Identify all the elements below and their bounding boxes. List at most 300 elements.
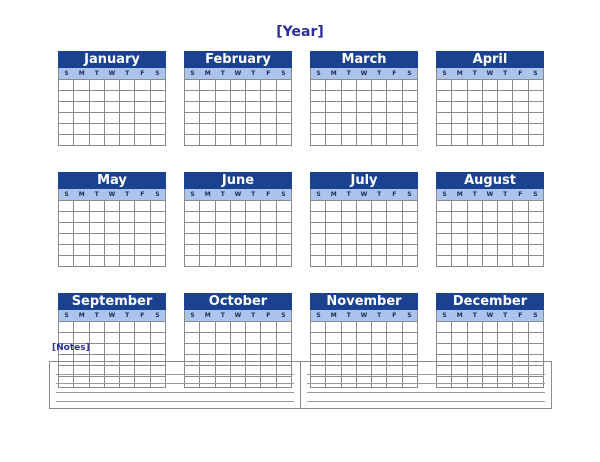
day-cell[interactable] xyxy=(216,80,231,91)
day-cell[interactable] xyxy=(246,135,261,146)
day-cell[interactable] xyxy=(483,212,498,223)
day-cell[interactable] xyxy=(326,245,341,256)
day-cell[interactable] xyxy=(513,333,528,344)
day-cell[interactable] xyxy=(529,135,544,146)
day-cell[interactable] xyxy=(231,322,246,333)
day-cell[interactable] xyxy=(403,102,418,113)
day-cell[interactable] xyxy=(151,333,166,344)
day-cell[interactable] xyxy=(135,344,150,355)
day-cell[interactable] xyxy=(468,256,483,267)
day-cell[interactable] xyxy=(200,256,215,267)
day-cell[interactable] xyxy=(120,80,135,91)
day-cell[interactable] xyxy=(135,245,150,256)
day-cell[interactable] xyxy=(261,212,276,223)
day-cell[interactable] xyxy=(105,91,120,102)
day-cell[interactable] xyxy=(513,113,528,124)
day-cell[interactable] xyxy=(231,234,246,245)
day-cell[interactable] xyxy=(513,80,528,91)
day-cell[interactable] xyxy=(151,91,166,102)
day-cell[interactable] xyxy=(403,245,418,256)
day-cell[interactable] xyxy=(311,201,326,212)
day-cell[interactable] xyxy=(151,322,166,333)
day-cell[interactable] xyxy=(498,223,513,234)
day-cell[interactable] xyxy=(105,102,120,113)
day-cell[interactable] xyxy=(498,256,513,267)
day-cell[interactable] xyxy=(151,245,166,256)
day-cell[interactable] xyxy=(513,201,528,212)
day-cell[interactable] xyxy=(200,102,215,113)
day-cell[interactable] xyxy=(483,91,498,102)
day-cell[interactable] xyxy=(216,256,231,267)
day-cell[interactable] xyxy=(151,102,166,113)
day-cell[interactable] xyxy=(529,245,544,256)
day-cell[interactable] xyxy=(246,201,261,212)
day-cell[interactable] xyxy=(311,344,326,355)
day-cell[interactable] xyxy=(246,322,261,333)
day-cell[interactable] xyxy=(231,223,246,234)
day-cell[interactable] xyxy=(437,223,452,234)
day-cell[interactable] xyxy=(372,124,387,135)
day-cell[interactable] xyxy=(326,223,341,234)
day-cell[interactable] xyxy=(246,245,261,256)
day-cell[interactable] xyxy=(326,135,341,146)
day-cell[interactable] xyxy=(74,245,89,256)
day-cell[interactable] xyxy=(185,223,200,234)
day-cell[interactable] xyxy=(437,80,452,91)
day-cell[interactable] xyxy=(437,333,452,344)
day-cell[interactable] xyxy=(513,245,528,256)
day-cell[interactable] xyxy=(59,102,74,113)
day-cell[interactable] xyxy=(261,102,276,113)
day-cell[interactable] xyxy=(74,102,89,113)
notes-column-right[interactable] xyxy=(307,366,545,404)
day-cell[interactable] xyxy=(468,102,483,113)
day-cell[interactable] xyxy=(151,223,166,234)
day-cell[interactable] xyxy=(387,223,402,234)
day-cell[interactable] xyxy=(59,201,74,212)
day-cell[interactable] xyxy=(90,113,105,124)
day-cell[interactable] xyxy=(277,91,292,102)
day-cell[interactable] xyxy=(59,124,74,135)
day-cell[interactable] xyxy=(135,80,150,91)
day-cell[interactable] xyxy=(90,223,105,234)
day-cell[interactable] xyxy=(105,344,120,355)
day-cell[interactable] xyxy=(231,80,246,91)
day-cell[interactable] xyxy=(498,333,513,344)
day-cell[interactable] xyxy=(74,113,89,124)
day-cell[interactable] xyxy=(277,245,292,256)
day-cell[interactable] xyxy=(357,135,372,146)
day-cell[interactable] xyxy=(372,113,387,124)
day-cell[interactable] xyxy=(437,256,452,267)
day-cell[interactable] xyxy=(311,102,326,113)
day-cell[interactable] xyxy=(261,322,276,333)
day-cell[interactable] xyxy=(135,322,150,333)
day-cell[interactable] xyxy=(120,234,135,245)
day-cell[interactable] xyxy=(387,135,402,146)
day-cell[interactable] xyxy=(529,234,544,245)
day-cell[interactable] xyxy=(90,344,105,355)
day-cell[interactable] xyxy=(437,212,452,223)
day-cell[interactable] xyxy=(311,113,326,124)
day-cell[interactable] xyxy=(372,256,387,267)
day-cell[interactable] xyxy=(200,322,215,333)
day-cell[interactable] xyxy=(529,333,544,344)
day-cell[interactable] xyxy=(437,91,452,102)
day-cell[interactable] xyxy=(342,245,357,256)
day-cell[interactable] xyxy=(74,223,89,234)
day-cell[interactable] xyxy=(342,113,357,124)
day-cell[interactable] xyxy=(120,212,135,223)
day-cell[interactable] xyxy=(311,80,326,91)
day-cell[interactable] xyxy=(437,322,452,333)
day-cell[interactable] xyxy=(135,91,150,102)
day-cell[interactable] xyxy=(90,256,105,267)
day-cell[interactable] xyxy=(216,135,231,146)
day-cell[interactable] xyxy=(185,124,200,135)
day-cell[interactable] xyxy=(277,344,292,355)
day-cell[interactable] xyxy=(342,234,357,245)
day-cell[interactable] xyxy=(120,333,135,344)
day-cell[interactable] xyxy=(105,234,120,245)
day-cell[interactable] xyxy=(311,212,326,223)
day-cell[interactable] xyxy=(135,135,150,146)
day-cell[interactable] xyxy=(261,135,276,146)
day-cell[interactable] xyxy=(468,322,483,333)
day-cell[interactable] xyxy=(437,113,452,124)
day-cell[interactable] xyxy=(151,256,166,267)
day-cell[interactable] xyxy=(261,80,276,91)
day-cell[interactable] xyxy=(277,223,292,234)
day-cell[interactable] xyxy=(246,102,261,113)
day-cell[interactable] xyxy=(452,212,467,223)
day-cell[interactable] xyxy=(261,91,276,102)
notes-box[interactable] xyxy=(49,361,552,409)
day-cell[interactable] xyxy=(513,256,528,267)
day-cell[interactable] xyxy=(452,91,467,102)
day-cell[interactable] xyxy=(498,344,513,355)
day-cell[interactable] xyxy=(372,135,387,146)
day-cell[interactable] xyxy=(90,102,105,113)
day-cell[interactable] xyxy=(452,124,467,135)
day-cell[interactable] xyxy=(200,80,215,91)
day-cell[interactable] xyxy=(200,113,215,124)
day-cell[interactable] xyxy=(90,91,105,102)
day-cell[interactable] xyxy=(105,113,120,124)
day-cell[interactable] xyxy=(120,256,135,267)
day-cell[interactable] xyxy=(483,322,498,333)
day-cell[interactable] xyxy=(231,245,246,256)
day-cell[interactable] xyxy=(277,124,292,135)
day-cell[interactable] xyxy=(342,212,357,223)
day-cell[interactable] xyxy=(483,223,498,234)
day-cell[interactable] xyxy=(326,234,341,245)
day-cell[interactable] xyxy=(261,344,276,355)
day-cell[interactable] xyxy=(483,344,498,355)
day-cell[interactable] xyxy=(468,91,483,102)
day-cell[interactable] xyxy=(498,245,513,256)
day-cell[interactable] xyxy=(387,80,402,91)
day-cell[interactable] xyxy=(277,135,292,146)
day-cell[interactable] xyxy=(135,256,150,267)
day-cell[interactable] xyxy=(468,135,483,146)
day-cell[interactable] xyxy=(90,135,105,146)
notes-column-left[interactable] xyxy=(56,366,294,404)
day-cell[interactable] xyxy=(342,80,357,91)
day-cell[interactable] xyxy=(403,113,418,124)
day-cell[interactable] xyxy=(277,201,292,212)
day-cell[interactable] xyxy=(342,322,357,333)
day-cell[interactable] xyxy=(403,135,418,146)
day-cell[interactable] xyxy=(105,80,120,91)
day-cell[interactable] xyxy=(357,256,372,267)
day-cell[interactable] xyxy=(135,212,150,223)
day-cell[interactable] xyxy=(483,333,498,344)
day-cell[interactable] xyxy=(357,245,372,256)
day-cell[interactable] xyxy=(90,245,105,256)
day-cell[interactable] xyxy=(513,223,528,234)
day-cell[interactable] xyxy=(311,91,326,102)
day-cell[interactable] xyxy=(326,212,341,223)
day-cell[interactable] xyxy=(452,80,467,91)
day-cell[interactable] xyxy=(246,333,261,344)
day-cell[interactable] xyxy=(529,80,544,91)
day-cell[interactable] xyxy=(105,201,120,212)
day-cell[interactable] xyxy=(311,245,326,256)
day-cell[interactable] xyxy=(261,124,276,135)
day-cell[interactable] xyxy=(326,344,341,355)
day-cell[interactable] xyxy=(277,113,292,124)
day-cell[interactable] xyxy=(200,234,215,245)
day-cell[interactable] xyxy=(277,322,292,333)
day-cell[interactable] xyxy=(277,102,292,113)
day-cell[interactable] xyxy=(529,124,544,135)
day-cell[interactable] xyxy=(261,113,276,124)
day-cell[interactable] xyxy=(372,201,387,212)
day-cell[interactable] xyxy=(120,201,135,212)
day-cell[interactable] xyxy=(246,223,261,234)
day-cell[interactable] xyxy=(357,234,372,245)
day-cell[interactable] xyxy=(277,333,292,344)
day-cell[interactable] xyxy=(468,333,483,344)
day-cell[interactable] xyxy=(90,333,105,344)
day-cell[interactable] xyxy=(372,245,387,256)
day-cell[interactable] xyxy=(216,245,231,256)
day-cell[interactable] xyxy=(468,212,483,223)
day-cell[interactable] xyxy=(387,212,402,223)
day-cell[interactable] xyxy=(387,234,402,245)
day-cell[interactable] xyxy=(277,234,292,245)
day-cell[interactable] xyxy=(483,234,498,245)
day-cell[interactable] xyxy=(231,344,246,355)
day-cell[interactable] xyxy=(185,201,200,212)
day-cell[interactable] xyxy=(372,344,387,355)
day-cell[interactable] xyxy=(498,212,513,223)
day-cell[interactable] xyxy=(357,113,372,124)
day-cell[interactable] xyxy=(216,124,231,135)
day-cell[interactable] xyxy=(513,124,528,135)
day-cell[interactable] xyxy=(59,256,74,267)
day-cell[interactable] xyxy=(59,212,74,223)
day-cell[interactable] xyxy=(231,113,246,124)
day-cell[interactable] xyxy=(311,135,326,146)
day-cell[interactable] xyxy=(372,212,387,223)
day-cell[interactable] xyxy=(59,223,74,234)
day-cell[interactable] xyxy=(277,212,292,223)
day-cell[interactable] xyxy=(59,322,74,333)
day-cell[interactable] xyxy=(452,113,467,124)
day-cell[interactable] xyxy=(185,113,200,124)
day-cell[interactable] xyxy=(498,201,513,212)
day-cell[interactable] xyxy=(120,245,135,256)
day-cell[interactable] xyxy=(120,91,135,102)
day-cell[interactable] xyxy=(468,234,483,245)
day-cell[interactable] xyxy=(468,113,483,124)
day-cell[interactable] xyxy=(342,344,357,355)
day-cell[interactable] xyxy=(216,212,231,223)
day-cell[interactable] xyxy=(387,322,402,333)
day-cell[interactable] xyxy=(185,212,200,223)
day-cell[interactable] xyxy=(59,80,74,91)
day-cell[interactable] xyxy=(387,124,402,135)
day-cell[interactable] xyxy=(326,80,341,91)
day-cell[interactable] xyxy=(90,322,105,333)
day-cell[interactable] xyxy=(342,223,357,234)
day-cell[interactable] xyxy=(513,135,528,146)
day-cell[interactable] xyxy=(261,256,276,267)
day-cell[interactable] xyxy=(387,91,402,102)
day-cell[interactable] xyxy=(498,113,513,124)
day-cell[interactable] xyxy=(216,201,231,212)
day-cell[interactable] xyxy=(120,102,135,113)
day-cell[interactable] xyxy=(387,102,402,113)
day-cell[interactable] xyxy=(403,91,418,102)
day-cell[interactable] xyxy=(529,91,544,102)
day-cell[interactable] xyxy=(529,322,544,333)
day-cell[interactable] xyxy=(246,113,261,124)
day-cell[interactable] xyxy=(326,322,341,333)
day-cell[interactable] xyxy=(403,201,418,212)
day-cell[interactable] xyxy=(74,234,89,245)
day-cell[interactable] xyxy=(468,80,483,91)
day-cell[interactable] xyxy=(151,124,166,135)
day-cell[interactable] xyxy=(135,102,150,113)
day-cell[interactable] xyxy=(342,135,357,146)
day-cell[interactable] xyxy=(498,234,513,245)
day-cell[interactable] xyxy=(468,344,483,355)
day-cell[interactable] xyxy=(326,102,341,113)
day-cell[interactable] xyxy=(498,102,513,113)
day-cell[interactable] xyxy=(90,124,105,135)
day-cell[interactable] xyxy=(90,80,105,91)
day-cell[interactable] xyxy=(513,322,528,333)
day-cell[interactable] xyxy=(105,245,120,256)
day-cell[interactable] xyxy=(74,135,89,146)
day-cell[interactable] xyxy=(437,245,452,256)
day-cell[interactable] xyxy=(120,322,135,333)
day-cell[interactable] xyxy=(231,124,246,135)
day-cell[interactable] xyxy=(326,113,341,124)
day-cell[interactable] xyxy=(372,91,387,102)
day-cell[interactable] xyxy=(452,201,467,212)
day-cell[interactable] xyxy=(135,201,150,212)
day-cell[interactable] xyxy=(216,223,231,234)
day-cell[interactable] xyxy=(342,256,357,267)
day-cell[interactable] xyxy=(151,113,166,124)
day-cell[interactable] xyxy=(185,245,200,256)
day-cell[interactable] xyxy=(90,234,105,245)
day-cell[interactable] xyxy=(311,223,326,234)
day-cell[interactable] xyxy=(135,234,150,245)
day-cell[interactable] xyxy=(529,223,544,234)
day-cell[interactable] xyxy=(246,124,261,135)
day-cell[interactable] xyxy=(498,91,513,102)
day-cell[interactable] xyxy=(185,102,200,113)
day-cell[interactable] xyxy=(468,245,483,256)
day-cell[interactable] xyxy=(261,245,276,256)
day-cell[interactable] xyxy=(342,91,357,102)
day-cell[interactable] xyxy=(74,322,89,333)
day-cell[interactable] xyxy=(357,212,372,223)
day-cell[interactable] xyxy=(74,80,89,91)
day-cell[interactable] xyxy=(387,245,402,256)
day-cell[interactable] xyxy=(468,223,483,234)
day-cell[interactable] xyxy=(357,201,372,212)
day-cell[interactable] xyxy=(452,234,467,245)
day-cell[interactable] xyxy=(403,124,418,135)
day-cell[interactable] xyxy=(403,333,418,344)
day-cell[interactable] xyxy=(59,234,74,245)
day-cell[interactable] xyxy=(200,333,215,344)
day-cell[interactable] xyxy=(261,333,276,344)
day-cell[interactable] xyxy=(529,344,544,355)
day-cell[interactable] xyxy=(372,322,387,333)
day-cell[interactable] xyxy=(185,91,200,102)
day-cell[interactable] xyxy=(185,344,200,355)
day-cell[interactable] xyxy=(372,223,387,234)
day-cell[interactable] xyxy=(185,135,200,146)
day-cell[interactable] xyxy=(185,322,200,333)
day-cell[interactable] xyxy=(246,344,261,355)
day-cell[interactable] xyxy=(90,201,105,212)
day-cell[interactable] xyxy=(342,124,357,135)
day-cell[interactable] xyxy=(357,91,372,102)
day-cell[interactable] xyxy=(387,344,402,355)
day-cell[interactable] xyxy=(372,102,387,113)
day-cell[interactable] xyxy=(74,212,89,223)
day-cell[interactable] xyxy=(437,344,452,355)
day-cell[interactable] xyxy=(216,102,231,113)
day-cell[interactable] xyxy=(403,322,418,333)
day-cell[interactable] xyxy=(120,113,135,124)
day-cell[interactable] xyxy=(216,322,231,333)
day-cell[interactable] xyxy=(135,124,150,135)
day-cell[interactable] xyxy=(452,344,467,355)
day-cell[interactable] xyxy=(357,344,372,355)
day-cell[interactable] xyxy=(151,201,166,212)
day-cell[interactable] xyxy=(342,201,357,212)
day-cell[interactable] xyxy=(311,124,326,135)
day-cell[interactable] xyxy=(311,333,326,344)
day-cell[interactable] xyxy=(403,234,418,245)
day-cell[interactable] xyxy=(387,201,402,212)
day-cell[interactable] xyxy=(483,124,498,135)
day-cell[interactable] xyxy=(342,102,357,113)
day-cell[interactable] xyxy=(529,256,544,267)
day-cell[interactable] xyxy=(200,124,215,135)
day-cell[interactable] xyxy=(342,333,357,344)
day-cell[interactable] xyxy=(483,80,498,91)
